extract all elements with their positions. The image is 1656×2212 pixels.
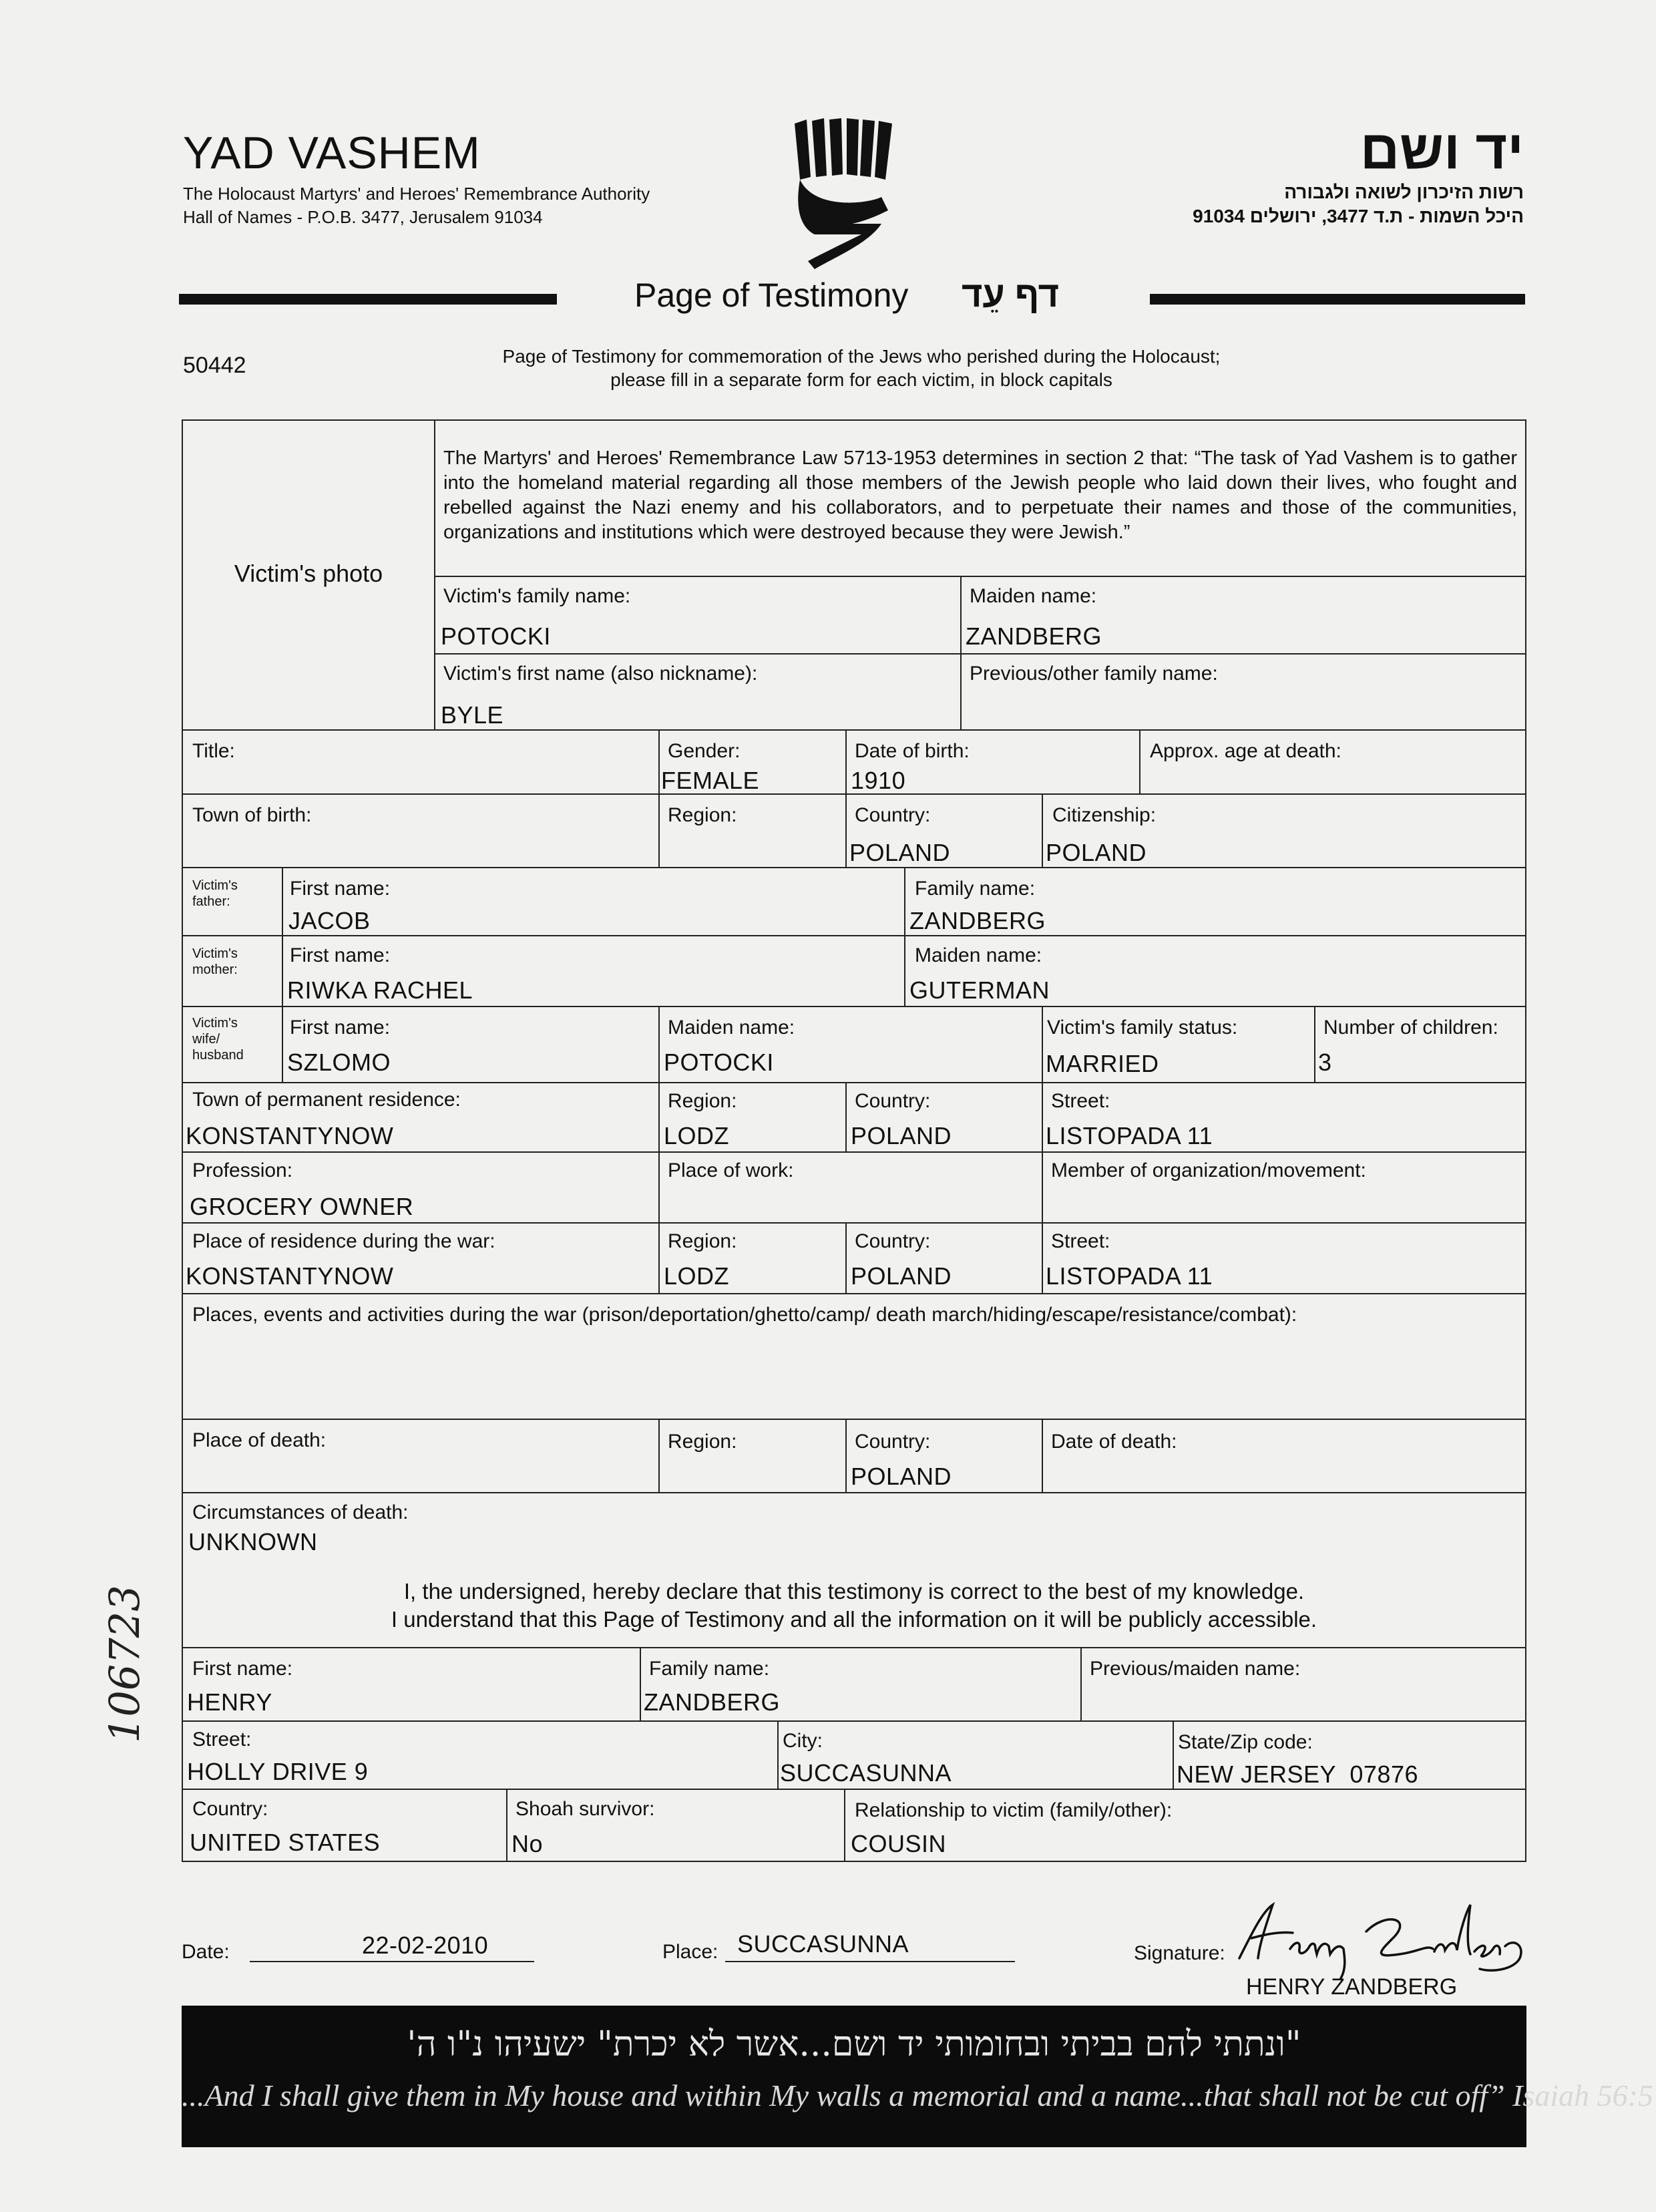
title-cell	[182, 729, 660, 795]
title-label: Title:	[192, 740, 235, 762]
children-count-value: 3	[1318, 1049, 1332, 1076]
mother-first-name-value: RIWKA RACHEL	[287, 976, 473, 1004]
residence-country-value: POLAND	[851, 1122, 952, 1149]
birth-country-label: Country:	[855, 804, 931, 826]
date-value: 22-02-2010	[362, 1931, 489, 1959]
citizenship-label: Citizenship:	[1052, 804, 1157, 826]
children-count-label: Number of children:	[1323, 1017, 1498, 1039]
signature-label: Signature:	[1134, 1942, 1225, 1964]
town-of-birth-label: Town of birth:	[192, 804, 312, 826]
place-label: Place:	[662, 1941, 718, 1963]
victim-photo-label: Victim's photo	[234, 560, 383, 587]
war-street-label: Street:	[1051, 1230, 1110, 1252]
war-region-label: Region:	[668, 1230, 737, 1252]
place-value: SUCCASUNNA	[737, 1930, 909, 1958]
dob-label: Date of birth:	[855, 740, 970, 762]
victim-first-name-label: Victim's first name (also nickname):	[443, 663, 758, 685]
residence-street-label: Street:	[1051, 1090, 1110, 1112]
circumstances-label: Circumstances of death:	[192, 1501, 409, 1523]
victim-family-name-value: POTOCKI	[441, 622, 551, 650]
gender-label: Gender:	[668, 740, 741, 762]
submitter-city-value: SUCCASUNNA	[780, 1759, 952, 1787]
birth-country-value: POLAND	[849, 839, 951, 866]
shoah-survivor-label: Shoah survivor:	[515, 1798, 655, 1820]
law-text: The Martyrs' and Heroes' Remembrance Law 5713-1953 determines in section 2 that: “The task of Yad Vashem is to gather into the homeland material regarding all those members of the Jewish people who laid down their lives, who fought and rebelled against the Nazi enemy and his collaborators, and to perpetuate their names and those of the communities, organizations and institutions which were destroyed because they were Jewish.”	[443, 447, 1517, 543]
war-country-label: Country:	[855, 1230, 931, 1252]
family-status-value: MARRIED	[1046, 1050, 1159, 1077]
death-region-cell	[658, 1419, 847, 1493]
residence-region-label: Region:	[668, 1090, 737, 1112]
death-country-label: Country:	[855, 1431, 931, 1453]
citizenship-value: POLAND	[1046, 839, 1147, 866]
footer-quote-hebrew: "ונתתי להם בביתי ובחומותי יד ושם...אשר לא יכרת" ישעיהו נ"ו ה'	[407, 2024, 1301, 2064]
dob-value: 1910	[851, 767, 906, 794]
date-of-death-cell	[1042, 1419, 1526, 1493]
submitter-country-value: UNITED STATES	[190, 1829, 381, 1856]
spouse-side-label: Victim's wife/ husband	[192, 1016, 244, 1063]
declaration-line-2: I understand that this Page of Testimony and all the information on it will be publicly accessible.	[391, 1607, 1317, 1632]
organization-label: Member of organization/movement:	[1051, 1159, 1366, 1181]
date-label: Date:	[182, 1941, 230, 1963]
permanent-residence-value: KONSTANTYNOW	[186, 1122, 394, 1149]
spouse-maiden-name-label: Maiden name:	[668, 1017, 795, 1039]
shoah-survivor-value: No	[511, 1830, 544, 1857]
submitter-state-value: NEW JERSEY 07876	[1177, 1761, 1418, 1788]
mother-first-name-label: First name:	[290, 944, 391, 966]
father-family-name-label: Family name:	[915, 878, 1036, 900]
victim-family-name-label: Victim's family name:	[443, 585, 631, 607]
submitter-street-value: HOLLY DRIVE 9	[187, 1758, 369, 1785]
father-first-name-value: JACOB	[288, 907, 371, 934]
family-status-label: Victim's family status:	[1047, 1017, 1238, 1039]
father-side-label: Victim's father:	[192, 878, 238, 909]
submitter-street-label: Street:	[192, 1728, 252, 1750]
age-at-death-label: Approx. age at death:	[1150, 740, 1341, 762]
document-number: 50442	[183, 353, 246, 378]
organization-title: YAD VASHEM	[183, 128, 481, 178]
submitter-state-label: State/Zip code:	[1178, 1731, 1313, 1753]
handwritten-signature	[1226, 1885, 1533, 1985]
place-of-work-label: Place of work:	[668, 1159, 794, 1181]
war-region-value: LODZ	[664, 1262, 730, 1290]
mother-side-label: Victim's mother:	[192, 946, 238, 977]
victim-first-name-value: BYLE	[441, 701, 504, 729]
victim-maiden-name-value: ZANDBERG	[966, 622, 1102, 650]
war-street-value: LISTOPADA 11	[1046, 1262, 1213, 1290]
death-country-value: POLAND	[851, 1463, 952, 1490]
relationship-label: Relationship to victim (family/other):	[855, 1799, 1173, 1821]
organization-address: Hall of Names - P.O.B. 3477, Jerusalem 91034	[183, 207, 543, 227]
page-title: Page of Testimony	[634, 276, 909, 314]
death-region-label: Region:	[668, 1431, 737, 1453]
father-first-name-label: First name:	[290, 878, 391, 900]
submitter-family-name-label: Family name:	[649, 1658, 770, 1680]
spouse-first-name-label: First name:	[290, 1017, 391, 1039]
permanent-residence-label: Town of permanent residence:	[192, 1089, 461, 1111]
profession-label: Profession:	[192, 1159, 293, 1181]
date-of-death-label: Date of death:	[1051, 1431, 1177, 1453]
mother-maiden-name-value: GUTERMAN	[909, 976, 1050, 1004]
page-title-hebrew: דף עֵד	[962, 274, 1060, 315]
gender-value: FEMALE	[661, 767, 760, 794]
footer-quote-english: ...And I shall give them in My house and within My walls a memorial and a name...that shall not be cut off” Isaiah 56:5	[182, 2078, 1653, 2112]
organization-title-hebrew: יד ושם	[1360, 120, 1524, 180]
residence-country-label: Country:	[855, 1090, 931, 1112]
instructions-line-2: please fill in a separate form for each victim, in block capitals	[610, 369, 1112, 390]
submitter-country-label: Country:	[192, 1798, 268, 1820]
spouse-first-name-value: SZLOMO	[287, 1049, 391, 1076]
handwritten-archive-number: 106723	[100, 1585, 149, 1743]
circumstances-value: UNKNOWN	[188, 1528, 318, 1555]
victim-maiden-name-label: Maiden name:	[970, 585, 1097, 607]
residence-street-value: LISTOPADA 11	[1046, 1122, 1213, 1149]
submitter-city-label: City:	[783, 1730, 823, 1752]
relationship-value: COUSIN	[851, 1830, 947, 1857]
organization-subtitle: The Holocaust Martyrs' and Heroes' Remembrance Authority	[183, 184, 650, 204]
victim-previous-name-label: Previous/other family name:	[970, 663, 1218, 685]
instructions-line-1: Page of Testimony for commemoration of the Jews who perished during the Holocaust;	[502, 346, 1221, 367]
submitter-family-name-value: ZANDBERG	[644, 1688, 781, 1716]
mother-maiden-name-label: Maiden name:	[915, 944, 1042, 966]
war-events-label: Places, events and activities during the war (prison/deportation/ghetto/camp/ death march/hiding/escape/resistance/combat):	[192, 1304, 1297, 1326]
residence-region-value: LODZ	[664, 1122, 730, 1149]
father-family-name-value: ZANDBERG	[909, 907, 1046, 934]
submitter-previous-name-label: Previous/maiden name:	[1090, 1658, 1301, 1680]
footer-banner	[182, 2006, 1653, 2147]
organization-address-hebrew: היכל השמות - ת.ד 3477, ירושלים 91034	[1193, 206, 1524, 226]
signature-printed-name: HENRY ZANDBERG	[1246, 1974, 1458, 2000]
war-residence-label: Place of residence during the war:	[192, 1230, 495, 1252]
spouse-maiden-name-value: POTOCKI	[664, 1049, 774, 1076]
place-of-death-label: Place of death:	[192, 1429, 327, 1451]
birth-region-label: Region:	[668, 804, 737, 826]
submitter-first-name-value: HENRY	[187, 1688, 272, 1716]
profession-value: GROCERY OWNER	[190, 1193, 414, 1220]
war-country-value: POLAND	[851, 1262, 952, 1290]
organization-subtitle-hebrew: רשות הזיכרון לשואה ולגבורה	[1284, 182, 1524, 202]
war-residence-value: KONSTANTYNOW	[186, 1262, 394, 1290]
submitter-first-name-label: First name:	[192, 1658, 293, 1680]
declaration-line-1: I, the undersigned, hereby declare that this testimony is correct to the best of my knowledge.	[403, 1579, 1305, 1604]
